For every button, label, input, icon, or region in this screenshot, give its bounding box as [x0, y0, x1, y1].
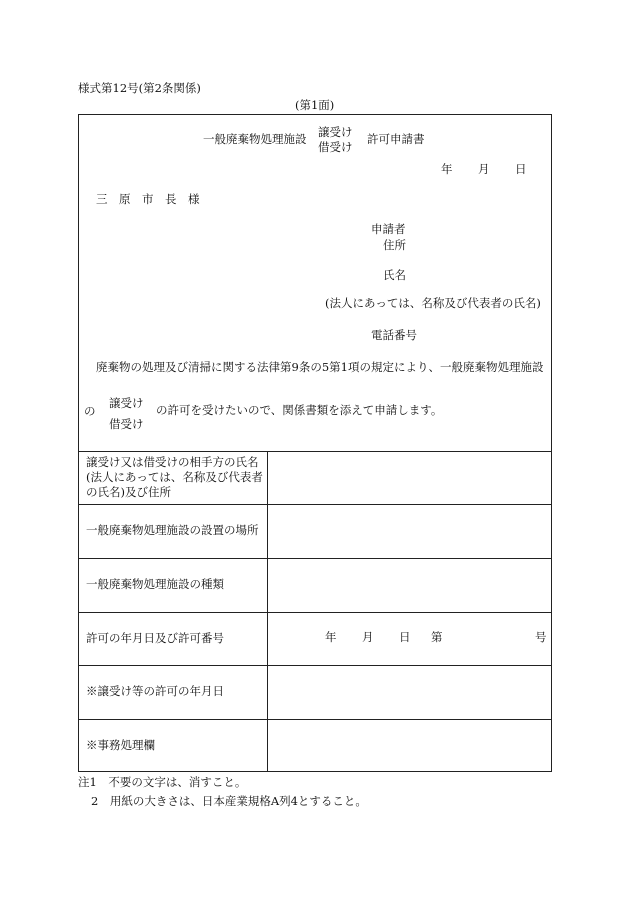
page-label: (第1面) — [295, 98, 335, 112]
counterparty-field[interactable] — [269, 453, 551, 503]
permit-go: 号 — [535, 630, 547, 644]
note-2: 2 用紙の大きさは、日本産業規格A列4とすること。 — [91, 794, 367, 808]
table-row-label-counterparty: 譲受け又は借受けの相手方の氏名(法人にあっては、名称及び代表者の氏名)及び住所 — [86, 455, 263, 499]
body-options — [109, 393, 144, 436]
table-top-border — [79, 451, 551, 452]
application-form — [78, 114, 552, 772]
body-option-2: 借受け — [109, 417, 144, 432]
title-options — [318, 125, 353, 155]
row-divider — [79, 665, 551, 666]
date-month: 月 — [478, 162, 490, 176]
body-line-2: の許可を受けたいので、関係書類を添えて申請します。 — [156, 403, 443, 417]
applicant-label: 申請者 — [371, 222, 406, 236]
row-divider — [79, 719, 551, 720]
row-divider — [79, 612, 551, 613]
table-row-label-transfer-date: ※譲受け等の許可の年月日 — [86, 684, 224, 698]
table-row-label-facility-type: 一般廃棄物処理施設の種類 — [86, 577, 224, 591]
body-no: の — [84, 404, 96, 418]
facility-type-field[interactable] — [269, 560, 551, 611]
body-line-1: 廃棄物の処理及び清掃に関する法律第9条の5第1項の規定により、一般廃棄物処理施設 — [96, 360, 544, 374]
form-number: 様式第12号(第2条関係) — [78, 81, 201, 95]
column-divider — [267, 451, 268, 771]
title-option-2: 借受け — [318, 139, 353, 154]
row-divider — [79, 504, 551, 505]
title-suffix: 許可申請書 — [367, 132, 425, 146]
applicant-address: 住所 — [383, 238, 406, 252]
permit-month: 月 — [362, 630, 374, 644]
table-row-label-location: 一般廃棄物処理施設の設置の場所 — [86, 523, 259, 537]
note-1: 注1 不要の文字は、消すこと。 — [78, 775, 247, 789]
transfer-date-field[interactable] — [269, 667, 551, 718]
permit-year: 年 — [325, 630, 337, 644]
title-prefix: 一般廃棄物処理施設 — [203, 132, 307, 146]
table-row-label-office-use: ※事務処理欄 — [86, 738, 155, 752]
addressee: 三 原 市 長 様 — [96, 192, 200, 206]
body-option-1: 譲受け — [109, 396, 144, 410]
row-divider — [79, 558, 551, 559]
table-row-label-permit: 許可の年月日及び許可番号 — [86, 631, 224, 645]
date-year: 年 — [441, 162, 453, 176]
permit-day: 日 — [399, 630, 411, 644]
applicant-corporate-note: (法人にあっては、名称及び代表者の氏名) — [325, 296, 541, 310]
office-use-field[interactable] — [269, 721, 551, 771]
location-field[interactable] — [269, 506, 551, 557]
title-option-1: 譲受け — [318, 125, 353, 139]
permit-dai: 第 — [431, 630, 443, 644]
applicant-name: 氏名 — [383, 268, 406, 282]
date-day: 日 — [515, 162, 527, 176]
applicant-phone: 電話番号 — [371, 328, 417, 342]
